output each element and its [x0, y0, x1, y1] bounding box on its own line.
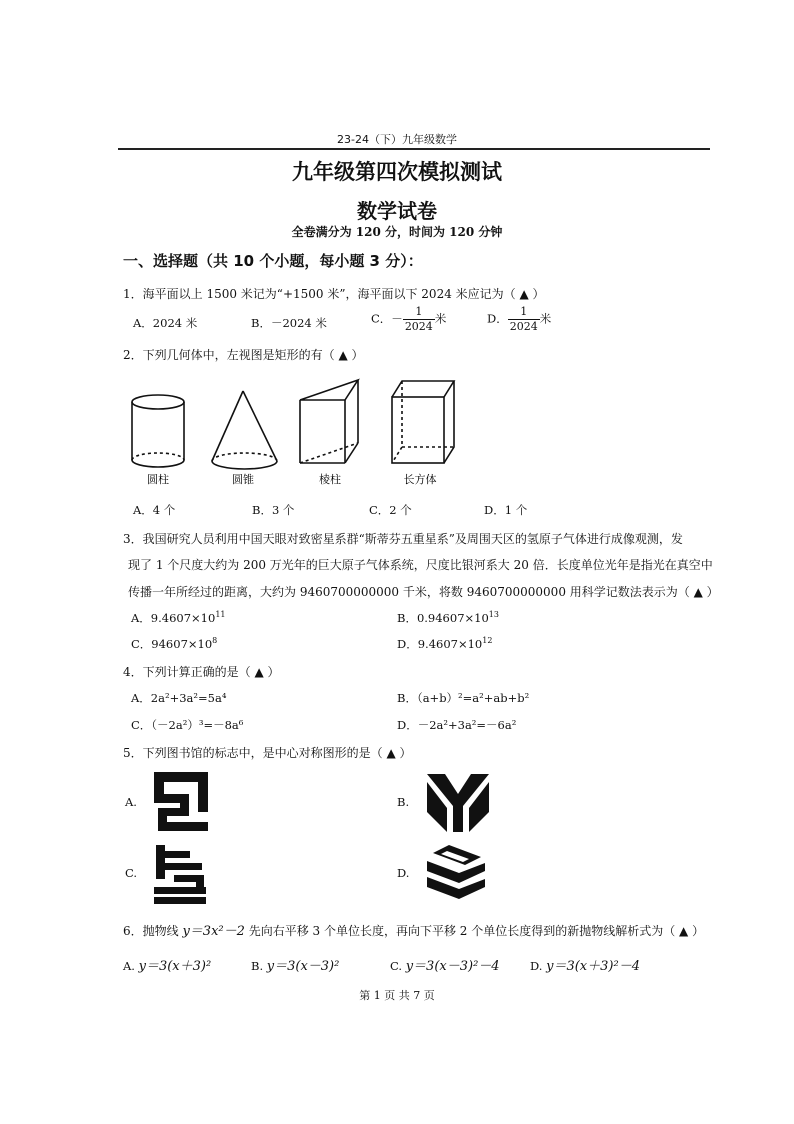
q3-option-c-exponent: 8 — [212, 636, 218, 646]
exam-info: 全卷满分为 120 分，时间为 120 分钟 — [291, 225, 503, 239]
exam-subtitle: 数学试卷 — [357, 199, 437, 223]
q5-stem: 5．下列图书馆的标志中，是中心对称图形的是（ ▲ ） — [123, 746, 412, 760]
q5-option-c-label: C. — [125, 866, 138, 880]
q3-option-d — [397, 636, 492, 652]
q6-option-c-label: C. — [390, 959, 403, 973]
q3-line-2: 现了 1 个尺度大约为 200 万光年的巨大原子气体系统，尺度比银河系大 20 倍．长度单位光年是指光在真空中 — [128, 558, 713, 572]
q1-stem: 1．海平面以上 1500 米记为“+1500 米”，海平面以下 2024 米应记为（ ▲ ） — [123, 287, 545, 301]
library-logo-a — [150, 770, 212, 832]
q3-option-b-base: B．0.94607×10 — [397, 611, 489, 625]
q4-option-c: C．（－2a²）³=－8a⁶ — [131, 718, 244, 732]
label-cylinder: 圆柱 — [147, 473, 169, 486]
q3-option-a-base: A．9.4607×10 — [131, 611, 216, 625]
q6-option-a-label: A. — [123, 959, 135, 973]
q3-option-c — [131, 636, 217, 652]
q6-option-d — [530, 955, 640, 974]
section-heading: 一、选择题（共 10 个小题，每小题 3 分）： — [123, 252, 423, 270]
cylinder-shape — [132, 395, 184, 467]
q6-option-d-formula: y＝3(x＋3)²－4 — [546, 959, 640, 974]
q3-option-d-exponent: 12 — [482, 636, 493, 646]
q5-option-a-label: A. — [125, 795, 137, 809]
q2-solids-figure — [120, 375, 480, 490]
q3-option-d-base: D．9.4607×10 — [397, 637, 483, 651]
q1-option-c-prefix: C．－ — [371, 311, 403, 326]
q1-option-c-unit: 米 — [434, 311, 447, 326]
q1-d-numerator: 1 — [508, 305, 540, 320]
q2-option-d: D．1 个 — [484, 503, 528, 517]
q6-option-d-label: D. — [530, 959, 543, 973]
q6-stem-prefix: 6．抛物线 — [123, 924, 183, 938]
q6-option-a-formula: y＝3(x＋3)² — [138, 959, 212, 974]
q2-stem: 2．下列几何体中，左视图是矩形的有（ ▲ ） — [123, 348, 364, 362]
q3-option-a-exponent: 11 — [215, 610, 226, 620]
q3-line-1: 3．我国研究人员利用中国天眼对致密星系群“斯蒂芬五重星系”及周围天区的氢原子气体进行成像观测，发 — [123, 532, 683, 546]
q4-option-d: D．－2a²+3a²=－6a² — [397, 718, 517, 732]
running-header: 23-24（下）九年级数学 — [337, 133, 457, 146]
q4-option-b: B．（a+b）²=a²+ab+b² — [397, 691, 530, 705]
cone-shape — [212, 391, 277, 469]
label-prism: 棱柱 — [319, 473, 341, 486]
library-logo-d — [423, 843, 491, 901]
q6-stem-suffix: 先向右平移 3 个单位长度，再向下平移 2 个单位长度得到的新抛物线解析式为（ ▲ ） — [244, 924, 705, 938]
q3-option-b — [397, 610, 499, 626]
q1-c-numerator: 1 — [403, 305, 435, 320]
q6-stem — [123, 920, 704, 939]
q1-option-c — [371, 305, 446, 334]
q1-d-denominator: 2024 — [509, 320, 538, 333]
q1-option-a: A．2024 米 — [133, 316, 198, 330]
q1-option-c-fraction — [403, 305, 435, 334]
header-rule — [118, 148, 710, 150]
label-cone: 圆锥 — [232, 473, 254, 486]
page-footer: 第 1 页 共 7 页 — [359, 989, 435, 1002]
q2-option-a: A．4 个 — [133, 503, 176, 517]
q3-option-b-exponent: 13 — [488, 610, 499, 620]
q1-option-d-fraction — [508, 305, 540, 334]
q3-option-c-base: C．94607×10 — [131, 637, 213, 651]
prism-shape — [300, 380, 358, 463]
q5-option-b-label: B. — [397, 795, 410, 809]
q6-option-a — [123, 955, 211, 974]
q6-option-b-formula: y＝3(x－3)² — [266, 959, 340, 974]
q2-option-c: C．2 个 — [369, 503, 412, 517]
q5-option-d-label: D. — [397, 866, 410, 880]
q6-option-c — [390, 955, 500, 974]
q4-stem: 4．下列计算正确的是（ ▲ ） — [123, 665, 280, 679]
q6-stem-formula: y＝3x²－2 — [182, 924, 245, 939]
q6-option-b — [251, 955, 339, 974]
label-cuboid: 长方体 — [403, 473, 437, 486]
q3-option-a — [131, 610, 226, 626]
exam-title: 九年级第四次模拟测试 — [292, 160, 502, 184]
library-logo-b — [425, 772, 491, 834]
q1-c-denominator: 2024 — [404, 320, 433, 333]
q1-option-d-prefix: D． — [487, 311, 508, 326]
library-logo-c — [150, 843, 212, 905]
q4-option-a: A．2a²+3a²=5a⁴ — [131, 691, 227, 705]
q6-option-c-formula: y＝3(x－3)²－4 — [405, 959, 500, 974]
q3-line-3: 传播一年所经过的距离，大约为 9460700000000 千米，将数 9460700000000 用科学记数法表示为（ ▲ ） — [128, 585, 719, 599]
cuboid-shape — [392, 381, 454, 463]
q6-option-b-label: B. — [251, 959, 264, 973]
q1-option-d-unit: 米 — [539, 311, 552, 326]
q2-option-b: B．3 个 — [252, 503, 295, 517]
q1-option-d — [487, 305, 551, 334]
q1-option-b: B．－2024 米 — [251, 316, 327, 330]
